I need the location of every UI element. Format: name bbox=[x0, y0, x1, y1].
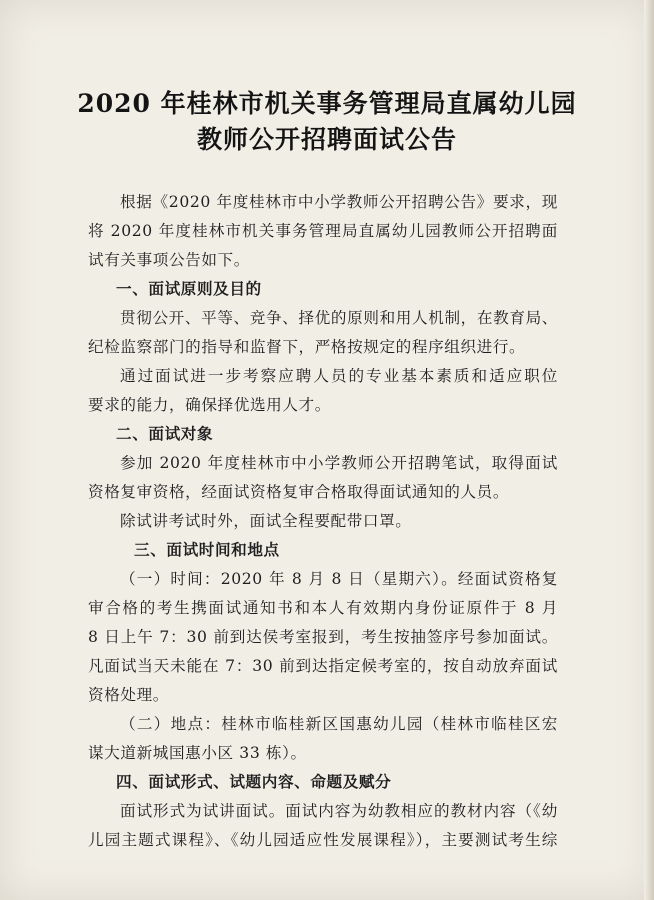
document-title-line-2: 教师公开招聘面试公告 bbox=[196, 125, 457, 154]
paragraph-line: 资格处理。 bbox=[88, 686, 169, 704]
paragraph-line: 参加 2020 年度桂林市中小学教师公开招聘笔试，取得面试 bbox=[120, 454, 558, 472]
paragraph-line: 儿园主题式课程》、《幼儿园适应性发展课程》），主要测试考生综 bbox=[88, 831, 558, 849]
paragraph-line: 资格复审资格，经面试资格复审合格取得面试通知的人员。 bbox=[88, 483, 510, 501]
paragraph-line: 通过面试进一步考察应聘人员的专业基本素质和适应职位 bbox=[120, 367, 558, 385]
paragraph-line: （二）地点：桂林市临桂新区国惠幼儿园（桂林市临桂区宏 bbox=[120, 715, 558, 733]
document-body bbox=[88, 188, 558, 855]
paragraph-line: 除试讲考试时外，面试全程要配带口罩。 bbox=[120, 512, 412, 530]
paragraph-line: 8 日上午 7：30 前到达侯考室报到，考生按抽签序号参加面试。 bbox=[88, 628, 558, 646]
paragraph-line: 面试形式为试讲面试。面试内容为幼教相应的教材内容（《幼 bbox=[120, 802, 558, 820]
paragraph-line: 凡面试当天未能在 7：30 前到达指定候考室的，按自动放弃面试 bbox=[88, 657, 558, 675]
section-heading: 一、面试原则及目的 bbox=[116, 280, 262, 298]
document-title-line-1: 2020 年桂林市机关事务管理局直属幼儿园 bbox=[77, 89, 577, 118]
paragraph-line: 谋大道新城国惠小区 33 栋）。 bbox=[88, 744, 307, 762]
paragraph-line: 根据《2020 年度桂林市中小学教师公开招聘公告》要求，现 bbox=[120, 193, 558, 211]
paragraph-line: 贯彻公开、平等、竞争、择优的原则和用人机制，在教育局、 bbox=[120, 309, 558, 327]
paragraph-line: 要求的能力，确保择优选用人才。 bbox=[88, 396, 331, 414]
paragraph-line: 试有关事项公告如下。 bbox=[88, 251, 250, 269]
section-heading: 四、面试形式、试题内容、命题及赋分 bbox=[116, 773, 392, 791]
section-heading: 三、面试时间和地点 bbox=[134, 541, 280, 559]
paragraph-line: 纪检监察部门的指导和监督下，严格按规定的程序组织进行。 bbox=[88, 338, 526, 356]
paragraph-line: （一）时间：2020 年 8 月 8 日（星期六）。经面试资格复 bbox=[120, 570, 558, 588]
paragraph-line: 审合格的考生携面试通知书和本人有效期内身份证原件于 8 月 bbox=[88, 599, 558, 617]
paragraph-line: 将 2020 年度桂林市机关事务管理局直属幼儿园教师公开招聘面 bbox=[88, 222, 558, 240]
section-heading: 二、面试对象 bbox=[116, 425, 214, 443]
